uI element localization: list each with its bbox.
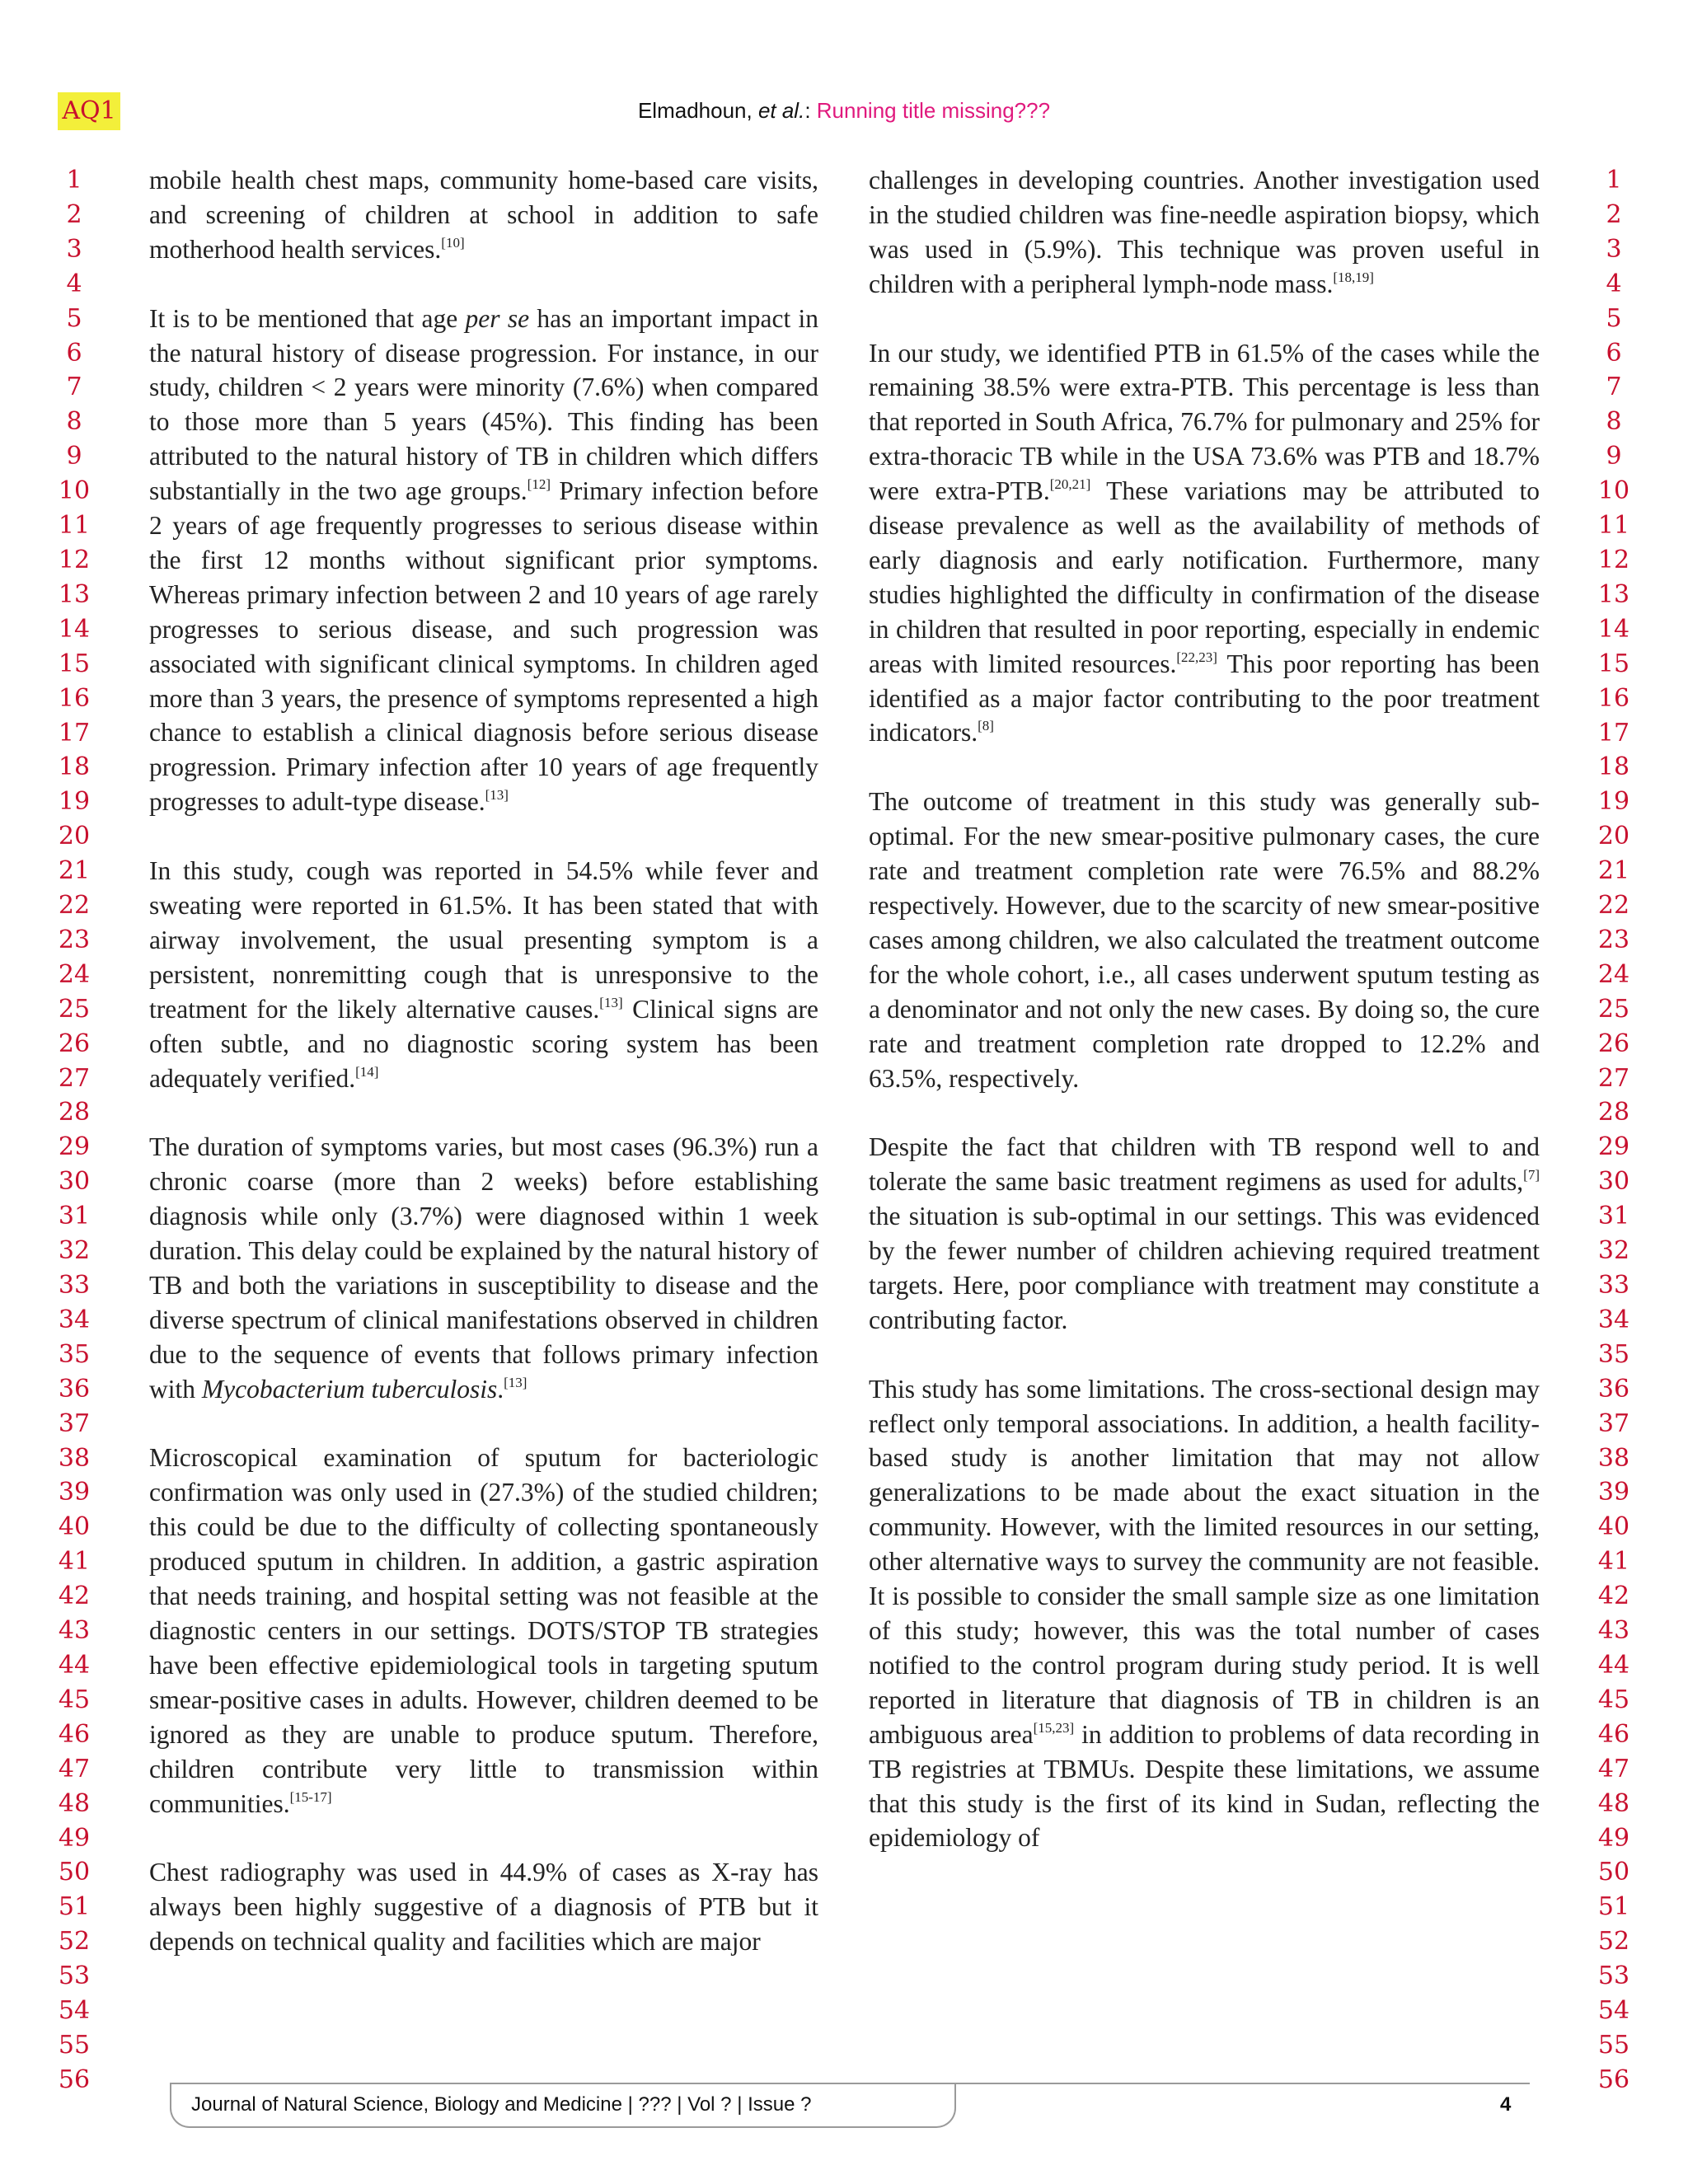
line-number: 45: [1597, 1685, 1630, 1714]
line-number: 39: [58, 1478, 91, 1507]
line-number: 14: [1597, 614, 1630, 644]
line-number: 39: [1597, 1478, 1630, 1507]
line-number: 46: [1597, 1719, 1630, 1749]
line-number: 11: [1597, 511, 1630, 541]
paragraph-text: Chest radiography was used in 44.9% of cases as X-ray has always been highly suggestive of a diagnosis of PTB but it depends on technical quality and facilities which are major: [149, 1858, 818, 1957]
paragraph-text: Microscopical examination of sputum for bacteriologic confirmation was only used in (27.3%) of the studied children; this could be due to the difficulty of collecting spontaneously produced sputum in children. In addition, a gastric aspiration that needs training, and hospital setting was not feasible at the diagnostic centers in our settings. DOTS/STOP TB strategies have been effective epidemiological tools in targeting sputum smear-positive cases in adults. However, children deemed to be ignored as they are unable to produce sputum. Therefore, children contribute very little to transmission within communities.: [149, 1443, 818, 1818]
line-number: 42: [58, 1582, 91, 1611]
line-number: 43: [1597, 1616, 1630, 1646]
line-number: 42: [1597, 1582, 1630, 1611]
paragraph-text: In this study, cough was reported in 54.5% while fever and sweating were reported in 61.5%. It has been stated that with airway involvement, the usual presenting symptom is a persistent, nonremitting cough that is unresponsive to the treatment for the likely alternative causes.: [149, 856, 818, 1024]
line-number: 8: [1606, 407, 1622, 437]
line-number: 2: [66, 199, 82, 229]
line-number: 16: [1597, 683, 1630, 713]
line-number: 15: [58, 649, 91, 678]
line-number: 6: [1606, 338, 1622, 368]
line-number: 1: [1606, 166, 1622, 194]
line-number: 51: [1597, 1892, 1630, 1922]
line-number: 53: [58, 1961, 91, 1991]
line-number: 50: [58, 1858, 91, 1887]
line-number: 27: [58, 1063, 91, 1093]
paragraph: [869, 785, 1540, 1095]
line-number: 25: [1597, 994, 1630, 1024]
paragraph: [149, 1441, 818, 1821]
citation: [22,23]: [1176, 649, 1217, 665]
line-number: 26: [58, 1029, 91, 1058]
line-number: 55: [58, 2030, 91, 2060]
line-number: 4: [66, 269, 82, 298]
line-number: 33: [58, 1271, 91, 1300]
line-number: 30: [1597, 1167, 1630, 1197]
paragraph-text: These variations may be attributed to disease prevalence as well as the availability of methods of early diagnosis and early notification. Furthermore, many studies highlighted the difficulty in confirmation of the disease in children that resulted in poor reporting, especially in endemic areas with limited resources.: [869, 476, 1540, 678]
line-number: 49: [1597, 1823, 1630, 1853]
line-number: 37: [58, 1408, 91, 1438]
line-number: 26: [1597, 1029, 1630, 1058]
line-number: 31: [1597, 1202, 1630, 1231]
paragraph-text: Clinical signs are often subtle, and no diagnostic scoring system has been adequately verified.: [149, 994, 818, 1093]
line-number: 36: [1597, 1374, 1630, 1404]
citation: [15,23]: [1033, 1719, 1075, 1736]
paragraph-text: has an important impact in the natural history of disease progression. For instance, in our study, children < 2 years were minority (7.6%) when compared to those more than 5 years (45%). This finding has been attributed to the natural history of TB in children which differs substantially in the two age groups.: [149, 303, 819, 506]
citation: [13]: [485, 787, 509, 804]
line-number: 50: [1597, 1858, 1630, 1887]
line-number: 38: [1597, 1443, 1630, 1473]
line-number: 3: [1606, 234, 1622, 264]
running-head-title: Running title missing???: [816, 98, 1051, 123]
line-number: 11: [58, 511, 91, 541]
line-number: 35: [1597, 1339, 1630, 1369]
line-number: 41: [1597, 1547, 1630, 1577]
line-number: 35: [58, 1339, 91, 1369]
line-number: 2: [1606, 199, 1622, 229]
line-number: 47: [1597, 1754, 1630, 1783]
line-number: 32: [58, 1236, 91, 1266]
line-number: 17: [58, 718, 91, 748]
line-number: 12: [1597, 545, 1630, 574]
line-number: 52: [58, 1927, 91, 1957]
paragraph-text: mobile health chest maps, community home-based care visits, and screening of children at school in addition to safe motherhood health services.: [149, 166, 818, 264]
line-number: 9: [1606, 442, 1622, 471]
paragraph-text: This poor reporting has been identified as a major factor contributing to the poor treatment indicators.: [869, 649, 1540, 748]
line-number: 8: [66, 407, 82, 437]
line-number: 5: [1606, 303, 1622, 333]
line-number: 49: [58, 1823, 91, 1853]
paragraph-text: This study has some limitations. The cross-sectional design may reflect only temporal associations. In addition, a health facility-based study is another limitation that may not allow generalizations to be made about the exact situation in the community. However, with the limited resources in our setting, other alternative ways to survey the community are not feasible. It is possible to consider the small sample size as one limitation of this study; however, this was the total number of cases notified to the control program during study period. It is well reported in literature that diagnosis of TB in children is an ambiguous area: [869, 1374, 1540, 1749]
line-number: 22: [1597, 891, 1630, 921]
line-number: 40: [1597, 1512, 1630, 1542]
citation: [13]: [504, 1374, 528, 1390]
line-number: 23: [58, 925, 91, 954]
paragraph: [869, 1130, 1540, 1337]
line-number: 47: [58, 1754, 91, 1783]
text-column-left: [149, 163, 818, 1959]
footer-journal: Journal of Natural Science, Biology and Medicine | ??? | Vol ? | Issue ?: [191, 2093, 812, 2116]
running-head: [0, 94, 1688, 127]
line-number: 16: [58, 683, 91, 713]
paragraph: [869, 336, 1540, 751]
line-number: 1: [66, 166, 82, 194]
line-number: 6: [66, 338, 82, 368]
line-number: 3: [66, 234, 82, 264]
citation: [12]: [527, 476, 551, 493]
line-number: 13: [1597, 579, 1630, 609]
line-number: 10: [1597, 476, 1630, 506]
line-number: 22: [58, 891, 91, 921]
running-head-author: Elmadhoun,: [637, 98, 758, 123]
line-number: 44: [1597, 1650, 1630, 1680]
paragraph-text: challenges in developing countries. Another investigation used in the studied children was fine-needle aspiration biopsy, which was used in (5.9%). This technique was proven useful in children with a peripheral lymph-node mass.: [869, 166, 1540, 298]
paragraph: [149, 1130, 818, 1406]
line-number: 20: [1597, 822, 1630, 851]
line-number: 10: [58, 476, 91, 506]
italic-term: Mycobacterium tuberculosis: [201, 1374, 498, 1404]
line-number: 24: [1597, 959, 1630, 989]
line-number: 55: [1597, 2030, 1630, 2060]
page-number: 4: [1500, 2093, 1512, 2116]
paragraph: [149, 163, 818, 267]
line-number: 28: [58, 1098, 91, 1127]
line-number: 36: [58, 1374, 91, 1404]
line-number: 48: [1597, 1788, 1630, 1818]
line-number: 23: [1597, 925, 1630, 954]
citation: [14]: [355, 1063, 379, 1080]
paragraph-text: In our study, we identified PTB in 61.5% of the cases while the remaining 38.5% were extra-PTB. This percentage is less than that reported in South Africa, 76.7% for pulmonary and 25% for extra-thoracic TB while in the USA 73.6% was PTB and 18.7% were extra-PTB.: [869, 338, 1540, 506]
line-number: 56: [1597, 2064, 1630, 2094]
line-number: 7: [1606, 373, 1622, 402]
line-number: 30: [58, 1167, 91, 1197]
line-number: 7: [66, 373, 82, 402]
line-number: 21: [58, 856, 91, 886]
line-number: 27: [1597, 1063, 1630, 1093]
line-number: 53: [1597, 1961, 1630, 1991]
paragraph-text: The outcome of treatment in this study was generally sub-optimal. For the new smear-positive pulmonary cases, the cure rate and treatment completion rate were 76.5% and 88.2% respectively. However, due to the scarcity of new smear-positive cases among children, we also calculated the treatment outcome for the whole cohort, i.e., all cases underwent sputum testing as a denominator and not only the new cases. By doing so, the cure rate and treatment completion rate dropped to 12.2% and 63.5%, respectively.: [869, 787, 1540, 1093]
line-number: 14: [58, 614, 91, 644]
line-number: 48: [58, 1788, 91, 1818]
line-number: 38: [58, 1443, 91, 1473]
author-query-tag[interactable]: AQ1: [58, 92, 120, 130]
paragraph-text: Primary infection before 2 years of age frequently progresses to serious disease within the first 12 months without significant prior symptoms. Whereas primary infection between 2 and 10 years of age rarely progresses to serious disease, and such progression was associated with significant clinical symptoms. In children aged more than 3 years, the presence of symptoms represented a high chance to establish a clinical diagnosis before serious disease progression. Primary infection after 10 years of age frequently progresses to adult-type disease.: [149, 476, 818, 817]
line-number: 18: [1597, 752, 1630, 782]
running-head-etal: et al.: [757, 98, 805, 123]
line-number: 29: [1597, 1132, 1630, 1162]
line-number: 29: [58, 1132, 91, 1162]
line-number: 12: [58, 545, 91, 574]
line-number: 18: [58, 752, 91, 782]
running-head-separator: :: [804, 98, 817, 123]
line-number: 9: [66, 442, 82, 471]
line-number: 21: [1597, 856, 1630, 886]
citation: [7]: [1523, 1167, 1540, 1183]
paragraph: [149, 854, 818, 1095]
line-number: 20: [58, 822, 91, 851]
paragraph-text: in addition to problems of data recording in TB registries at TBMUs. Despite these limitations, we assume that this study is the first of its kind in Sudan, reflecting the epidemiology of: [869, 1719, 1540, 1853]
line-number: 33: [1597, 1271, 1630, 1300]
citation: [18,19]: [1333, 269, 1374, 285]
line-number: 34: [1597, 1305, 1630, 1334]
italic-term: per se: [465, 303, 530, 333]
text-column-right: [869, 163, 1540, 1855]
citation: [10]: [441, 234, 465, 251]
line-number: 52: [1597, 1927, 1630, 1957]
citation: [8]: [978, 718, 994, 734]
line-number: 31: [58, 1202, 91, 1231]
line-numbers-left: [49, 163, 99, 2097]
paragraph-text: The duration of symptoms varies, but most cases (96.3%) run a chronic coarse (more than 2 weeks) before establishing diagnosis while only (3.7%) were diagnosed within 1 week duration. This delay could be explained by the natural history of TB and both the variations in susceptibility to disease and the diverse spectrum of clinical manifestations observed in children due to the sequence of events that follows primary infection with: [149, 1132, 818, 1404]
paragraph: [869, 163, 1540, 302]
paragraph: [149, 302, 818, 820]
citation: [13]: [599, 994, 623, 1010]
line-number: 4: [1606, 269, 1622, 298]
line-number: 56: [58, 2064, 91, 2094]
line-number: 13: [58, 579, 91, 609]
line-number: 32: [1597, 1236, 1630, 1266]
line-numbers-right: [1589, 163, 1639, 2097]
paragraph-text: .: [497, 1374, 504, 1404]
line-number: 40: [58, 1512, 91, 1542]
line-number: 46: [58, 1719, 91, 1749]
line-number: 54: [1597, 1996, 1630, 2026]
citation: [15-17]: [289, 1788, 332, 1805]
line-number: 24: [58, 959, 91, 989]
paragraph: [149, 1855, 818, 1959]
line-number: 45: [58, 1685, 91, 1714]
citation: [20,21]: [1049, 476, 1091, 493]
line-number: 19: [58, 787, 91, 817]
line-number: 44: [58, 1650, 91, 1680]
paragraph-text: the situation is sub-optimal in our settings. This was evidenced by the fewer number of children achieving required treatment targets. Here, poor compliance with treatment may constitute a contributing factor.: [869, 1202, 1540, 1334]
line-number: 34: [58, 1305, 91, 1334]
paragraph-text: Despite the fact that children with TB respond well to and tolerate the same basic treatment regimens as used for adults,: [869, 1132, 1540, 1197]
paragraph-text: It is to be mentioned that age: [149, 303, 466, 333]
line-number: 28: [1597, 1098, 1630, 1127]
line-number: 25: [58, 994, 91, 1024]
line-number: 37: [1597, 1408, 1630, 1438]
paragraph: [869, 1372, 1540, 1856]
line-number: 43: [58, 1616, 91, 1646]
line-number: 5: [66, 303, 82, 333]
line-number: 54: [58, 1996, 91, 2026]
line-number: 19: [1597, 787, 1630, 817]
line-number: 41: [58, 1547, 91, 1577]
line-number: 15: [1597, 649, 1630, 678]
line-number: 51: [58, 1892, 91, 1922]
line-number: 17: [1597, 718, 1630, 748]
